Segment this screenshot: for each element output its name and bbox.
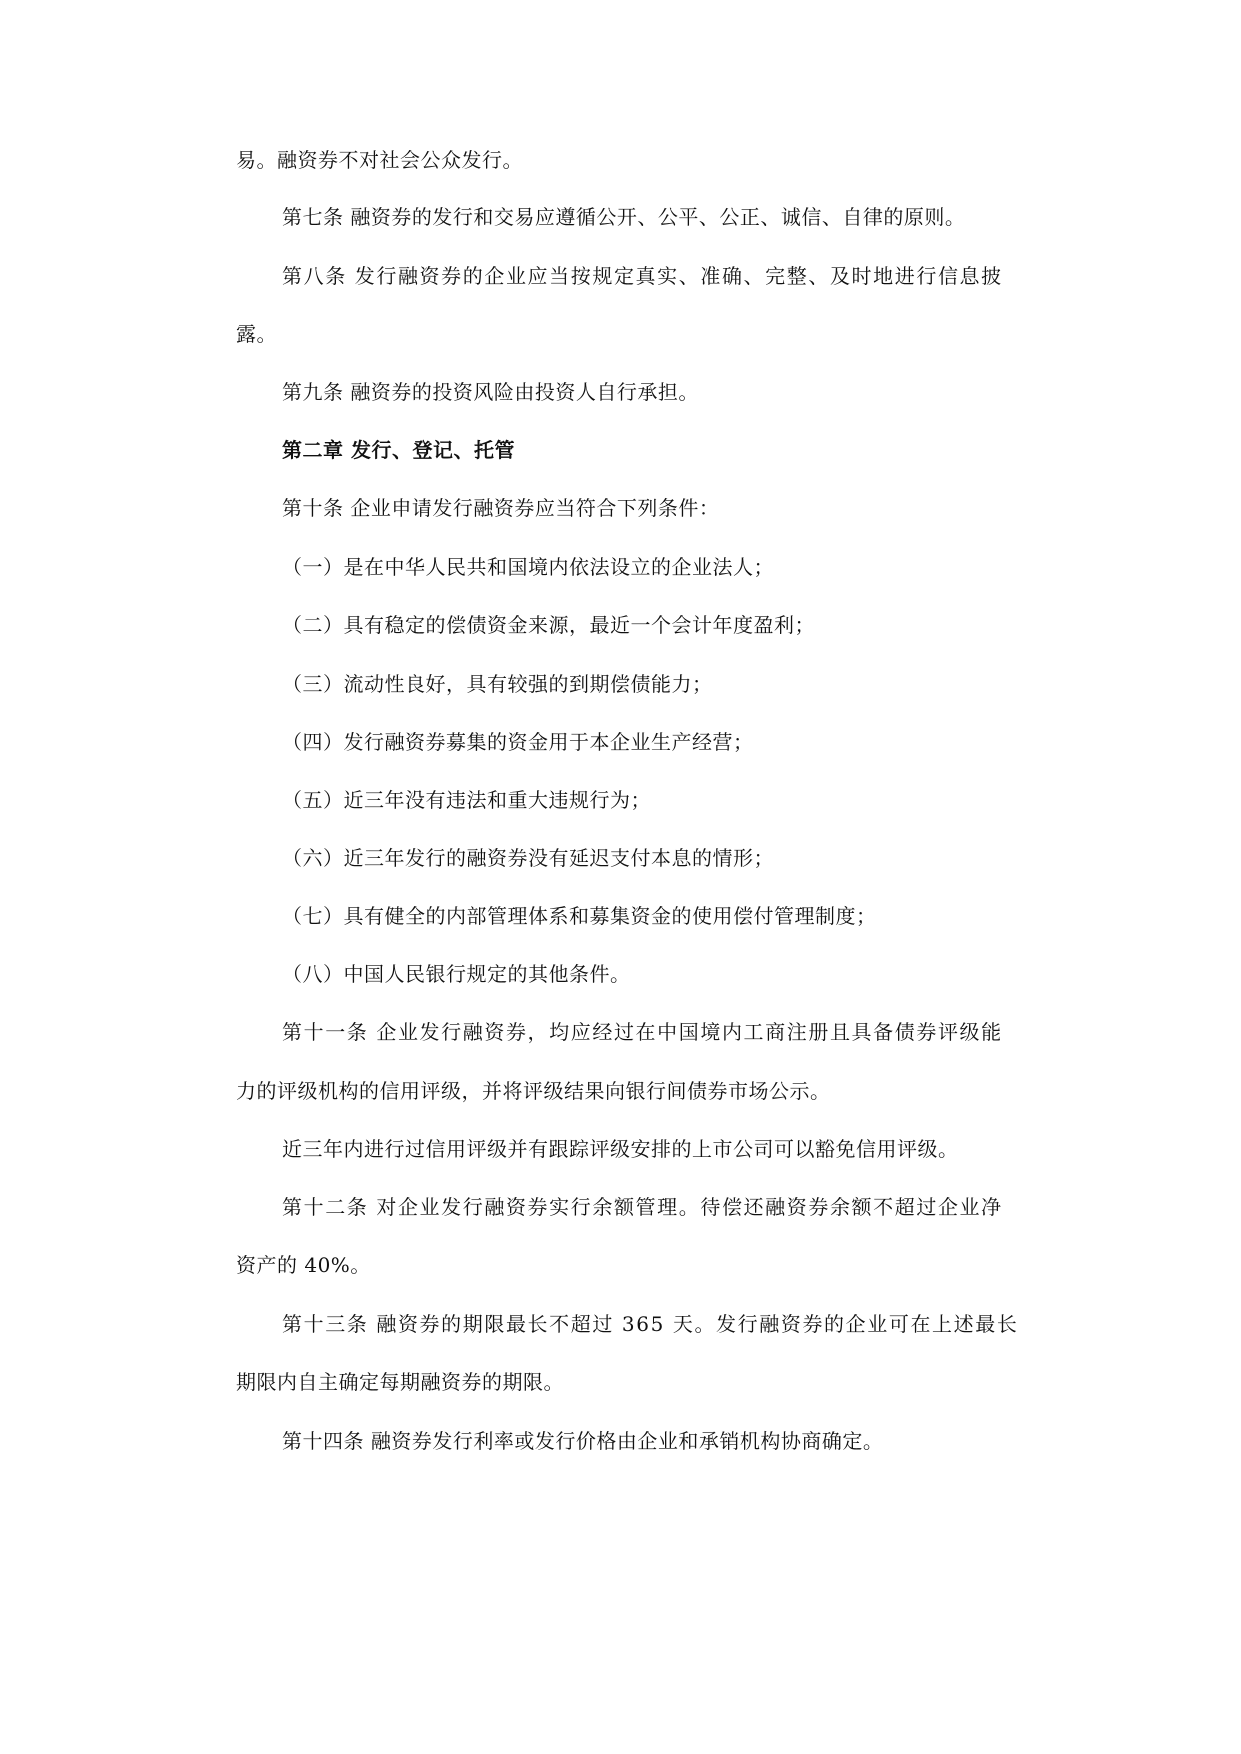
condition-item-3: （三）流动性良好，具有较强的到期偿债能力； bbox=[282, 672, 713, 696]
article-11: 第十一条 企业发行融资券，均应经过在中国境内工商注册且具备债券评级能 bbox=[282, 1020, 1003, 1044]
article-13: 第十三条 融资券的期限最长不超过 365 天。发行融资券的企业可在上述最长 bbox=[282, 1312, 1019, 1336]
article-8: 第八条 发行融资券的企业应当按规定真实、准确、完整、及时地进行信息披 bbox=[282, 264, 1003, 288]
article-12: 第十二条 对企业发行融资券实行余额管理。待偿还融资券余额不超过企业净 bbox=[282, 1195, 1003, 1219]
article-10: 第十条 企业申请发行融资券应当符合下列条件： bbox=[282, 496, 720, 520]
condition-item-1: （一）是在中华人民共和国境内依法设立的企业法人； bbox=[282, 555, 774, 579]
chapter-2-heading: 第二章 发行、登记、托管 bbox=[282, 438, 515, 462]
condition-item-5: （五）近三年没有违法和重大违规行为； bbox=[282, 788, 651, 812]
article-13-continuation: 期限内自主确定每期融资券的期限。 bbox=[236, 1370, 564, 1394]
article-7: 第七条 融资券的发行和交易应遵循公开、公平、公正、诚信、自律的原则。 bbox=[282, 205, 966, 229]
condition-item-2: （二）具有稳定的偿债资金来源，最近一个会计年度盈利； bbox=[282, 613, 815, 637]
condition-item-7: （七）具有健全的内部管理体系和募集资金的使用偿付管理制度； bbox=[282, 904, 877, 928]
condition-item-8: （八）中国人民银行规定的其他条件。 bbox=[282, 962, 631, 986]
article-11-continuation: 力的评级机构的信用评级，并将评级结果向银行间债券市场公示。 bbox=[236, 1079, 831, 1103]
condition-item-6: （六）近三年发行的融资券没有延迟支付本息的情形； bbox=[282, 846, 774, 870]
text-line-continuation: 易。融资券不对社会公众发行。 bbox=[236, 148, 523, 172]
article-9: 第九条 融资券的投资风险由投资人自行承担。 bbox=[282, 380, 699, 404]
condition-item-4: （四）发行融资券募集的资金用于本企业生产经营； bbox=[282, 730, 754, 754]
article-14: 第十四条 融资券发行利率或发行价格由企业和承销机构协商确定。 bbox=[282, 1429, 884, 1453]
rating-exemption-paragraph: 近三年内进行过信用评级并有跟踪评级安排的上市公司可以豁免信用评级。 bbox=[282, 1137, 959, 1161]
article-12-continuation: 资产的 40%。 bbox=[236, 1253, 371, 1277]
article-8-continuation: 露。 bbox=[236, 322, 277, 346]
